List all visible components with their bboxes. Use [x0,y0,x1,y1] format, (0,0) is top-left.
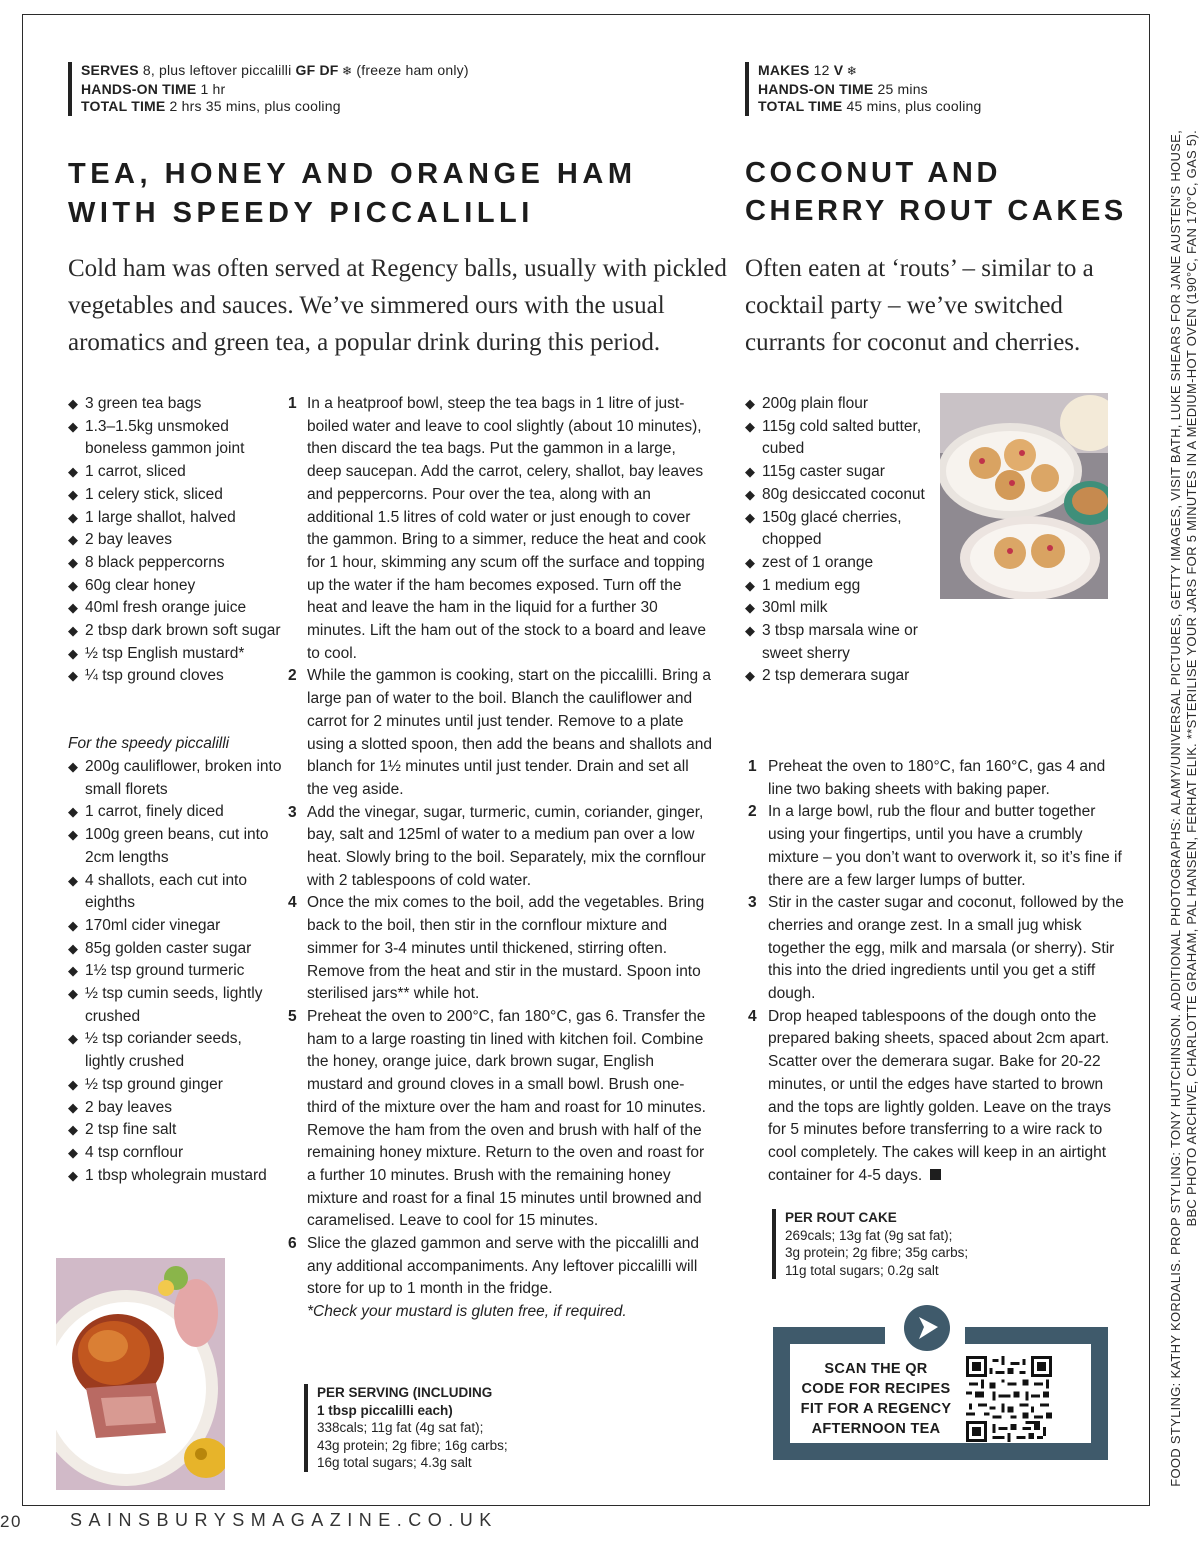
photo-credits-text: FOOD STYLING: KATHY KORDALIS. PROP STYLING: TONY HUTCHINSON. ADDITIONAL PHOTOGRAPHS: ALAMY/UNIVERSAL PICTURES, GETTY IMAGES, VISIT BATH, LUKE SHEARS FOR JANE AUSTEN’S HOUSE, BBC PHOTO ARCHIVE, CHARLOTTE GRAHAM, PAL HANSEN, FERHAT ELIK. **STERILISE YOUR JARS FOR 5 MINUTES IN A MEDIUM-HOT OVEN (190°C, FAN 170°C, GAS 5). [1168,130,1199,1487]
ham-intro: Cold ham was often served at Regency balls, usually with pickled vegetables and sauces. We’ve simmered ours with the usual aromatics and green tea, a popular drink during this period. [68,255,727,356]
ingredient-item: ◆ 1 carrot, sliced [68,461,283,484]
ingredient-item: ◆ 8 black peppercorns [68,552,283,575]
ingredient-item: ◆ 2 bay leaves [68,1097,283,1120]
ingredient-item: ◆ 4 shallots, each cut into eighths [68,870,283,915]
ham-ingredient-list [68,393,283,688]
cakes-diet-tags: V [833,62,844,78]
ham-photo-illustration [56,1258,225,1490]
method-step: 6 Slice the glazed gammon and serve with the piccalilli and any additional accompaniments. Any leftover piccalilli will store for up to 1 month in the fridge. [288,1235,700,1298]
play-arrow-glyph [904,1305,950,1351]
cakes-recipe-title: COCONUT AND CHERRY ROUT CAKES [745,157,1127,227]
ingredient-item: ◆ 1 carrot, finely diced [68,801,283,824]
ingredient-item: ◆ 115g cold salted butter, cubed [745,416,935,461]
ham-serves-line: SERVES 8, plus leftover piccalilli GF DF ❄ (freeze ham only) [81,62,469,78]
ham-recipe-title: TEA, HONEY AND ORANGE HAM WITH SPEEDY PICCALILLI [68,158,637,229]
ingredient-item: ◆ 3 green tea bags [68,393,283,416]
ham-total-time-line: TOTAL TIME 2 hrs 35 mins, plus cooling [81,98,341,114]
ingredient-item: ◆ 150g glacé cherries, chopped [745,507,935,552]
method-step: 2 While the gammon is cooking, start on the piccalilli. Bring a large pan of water to the boil. Blanch the cauliflower and carrot for 2 minutes until just tender. Remove to a plate using a slotted spoon, then add the beans and shallots and blanch for 1½ minutes until just tender. Drain and set all the veg aside. [288,667,713,798]
ingredient-item: ◆ 1 large shallot, halved [68,507,283,530]
photo-credits [1168,130,1200,1502]
cakes-nutrition-box: PER ROUT CAKE 269cals; 13g fat (9g sat fat); 3g protein; 2g fibre; 35g carbs; 11g total sugars; 0.2g salt [772,1209,1052,1279]
method-step: 5 Preheat the oven to 200°C, fan 180°C, gas 6. Transfer the ham to a large roasting tin lined with kitchen foil. Combine the honey, orange juice, dark brown sugar, English mustard and ground cloves in a small bowl. Brush one-third of the mixture over the ham and roast for 10 minutes. Remove the ham from the oven and brush with half of the remaining honey mixture. Return to the oven and roast for a further 10 minutes. Brush with the remaining honey mixture and roast for a final 15 minutes until browned and caramelised. Leave to cool for 15 minutes. [288,1007,706,1230]
cakes-makes-line: MAKES 12 V ❄ [758,62,858,78]
method-step: 3 Add the vinegar, sugar, turmeric, cumin, coriander, ginger, bay, salt and 125ml of water to a medium pan over a low heat. Slowly bring to the boil. Separately, mix the cornflour with 2 tablespoons of cold water. [288,803,706,889]
cakes-total-time-line: TOTAL TIME 45 mins, plus cooling [758,98,982,114]
method-step: 4 Drop heaped tablespoons of the dough onto the prepared baking sheets, spaced about 2cm apart. Scatter over the demerara sugar. Bake for 20-22 minutes, or until the edges have started to brown and the tops are lightly golden. Leave on the trays for 5 minutes before transferring to a wire rack to cool completely. The cakes will keep in an airtight container for 4-5 days. [748,1007,1111,1184]
ingredient-item: ◆ 2 bay leaves [68,529,283,552]
ham-photo [56,1258,225,1490]
cakes-recipe-meta [745,62,981,116]
method-step: 1 Preheat the oven to 180°C, fan 160°C, gas 4 and line two baking sheets with baking paper. [748,758,1106,798]
ingredient-item: ◆ ½ tsp coriander seeds, lightly crushed [68,1028,283,1073]
method-step: 1 In a heatproof bowl, steep the tea bags in 1 litre of just-boiled water and leave to cool slightly (about 10 minutes), then discard the tea bags. Put the gammon in a large, deep saucepan. Add the carrot, celery, shallot, bay leaves and peppercorns. Pour over the tea, along with an additional 1.5 litres of cold water or just enough to cover the gammon. Bring to a simmer, reduce the heat and cook for 1 hour, skimming any scum off the surface and topping up the water if the ham becomes exposed. Turn off the heat and leave the ham in the liquid for a further 30 minutes. Lift the ham out of the stock to a board and leave to cool. [288,395,706,662]
ingredient-item: ◆ 80g desiccated coconut [745,484,935,507]
rout-cakes-photo-illustration [940,393,1108,599]
ham-nutrition-box: PER SERVING (INCLUDING 1 tbsp piccalilli each) 338cals; 11g fat (4g sat fat); 43g protein; 2g fibre; 16g carbs; 16g total sugars; 4.3g salt [304,1384,564,1472]
ingredient-item: ◆ 40ml fresh orange juice [68,597,283,620]
ingredient-item: ◆ 2 tbsp dark brown soft sugar [68,620,283,643]
qr-code-pattern [966,1356,1052,1442]
ingredient-item: ◆ 100g green beans, cut into 2cm lengths [68,824,283,869]
website-url[interactable]: SAINSBURYSMAGAZINE.CO.UK [70,1510,498,1530]
snowflake-icon: ❄ [338,64,353,78]
piccalilli-heading: For the speedy piccalilli [68,735,230,752]
qr-code-icon[interactable] [966,1356,1052,1442]
qr-promo-text: SCAN THE QR CODE FOR RECIPES FIT FOR A REGENCY AFTERNOON TEA [800,1361,952,1437]
ingredient-item: ◆ 200g plain flour [745,393,935,416]
method-step: 3 Stir in the caster sugar and coconut, followed by the cherries and orange zest. In a small jug whisk together the egg, milk and marsala (or sherry). Stir this into the dried ingredients until you get a stiff dough. [748,894,1124,1003]
ingredient-item: ◆ ½ tsp ground ginger [68,1074,283,1097]
ingredient-item: ◆ 1 medium egg [745,575,935,598]
ingredient-item: ◆ 3 tbsp marsala wine or sweet sherry [745,620,935,665]
ham-diet-tags: GF DF [295,62,339,78]
cakes-hands-on-line: HANDS-ON TIME 25 mins [758,80,928,97]
method-step: 2 In a large bowl, rub the flour and butter together using your fingertips, until you have a crumbly mixture – you don’t want to overwork it, so it’s fine if there are a few larger lumps of butter. [748,803,1122,889]
rout-cakes-photo [940,393,1108,599]
ingredient-item: ◆ 170ml cider vinegar [68,915,283,938]
cakes-ingredient-list [745,393,935,688]
piccalilli-ingredient-list [68,756,283,1187]
ingredient-item: ◆ 200g cauliflower, broken into small florets [68,756,283,801]
mustard-footnote: *Check your mustard is gluten free, if required. [307,1303,627,1321]
ingredient-item: ◆ ¼ tsp ground cloves [68,665,283,688]
ingredient-item: ◆ ½ tsp English mustard* [68,643,283,666]
ingredient-item: ◆ 115g caster sugar [745,461,935,484]
page-number: 20 [0,1512,22,1531]
ham-method-list [288,393,713,1324]
ingredient-item: ◆ 1½ tsp ground turmeric [68,960,283,983]
ingredient-item: ◆ ½ tsp cumin seeds, lightly crushed [68,983,283,1028]
cakes-method-list [748,756,1133,1187]
ingredient-item: ◆ 2 tsp fine salt [68,1119,283,1142]
ingredient-item: ◆ 2 tsp demerara sugar [745,665,935,688]
ingredient-item: ◆ 1 celery stick, sliced [68,484,283,507]
snowflake-icon: ❄ [843,64,858,78]
ingredient-item: ◆ zest of 1 orange [745,552,935,575]
ingredient-item: ◆ 30ml milk [745,597,935,620]
play-arrow-icon [904,1305,950,1351]
method-step: 4 Once the mix comes to the boil, add the vegetables. Bring back to the boil, then stir in the cornflour mixture and simmer for 3-4 minutes until thickened, stirring often. Remove from the heat and stir in the mustard. Spoon into sterilised jars** while hot. [288,894,705,1003]
ham-hands-on-line: HANDS-ON TIME 1 hr [81,80,226,97]
ingredient-item: ◆ 4 tsp cornflour [68,1142,283,1165]
ham-recipe-meta [68,62,469,116]
ingredient-item: ◆ 60g clear honey [68,575,283,598]
end-of-article-mark [930,1169,941,1180]
ingredient-item: ◆ 1 tbsp wholegrain mustard [68,1165,283,1188]
ingredient-item: ◆ 1.3–1.5kg unsmoked boneless gammon joint [68,416,283,461]
ingredient-item: ◆ 85g golden caster sugar [68,938,283,961]
cakes-intro: Often eaten at ‘routs’ – similar to a cocktail party – we’ve switched currants for coconut and cherries. [745,255,1094,356]
